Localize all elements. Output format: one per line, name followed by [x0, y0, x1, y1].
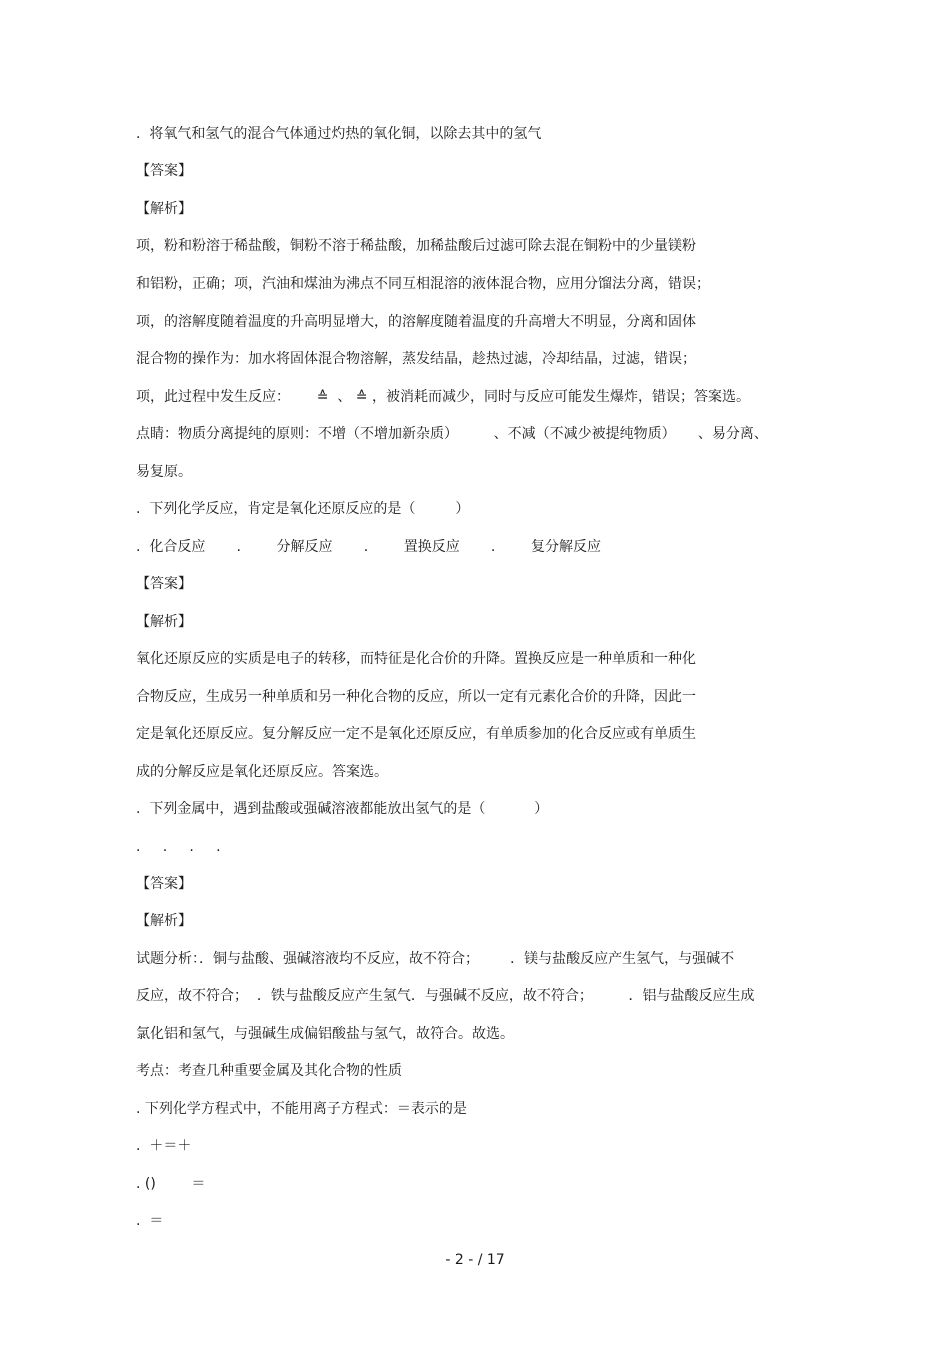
option-line: . ＝: [136, 1213, 164, 1229]
text-line: 项，的溶解度随着温度的升高明显增大，的溶解度随着温度的升高增大不明显，分离和固体: [136, 314, 696, 330]
text-line: 合物反应，生成另一种单质和另一种化合物的反应，所以一定有元素化合价的升降，因此一: [136, 689, 696, 705]
text-line: 和铝粉，正确；项，汽油和煤油为沸点不同互相混溶的液体混合物，应用分馏法分离，错误；: [136, 276, 710, 292]
answer-heading: 【答案】: [136, 576, 192, 592]
text-line: 反应，故不符合； ．铁与盐酸反应产生氢气．与强碱不反应，故不符合； ．铝与盐酸反应生成: [136, 988, 755, 1004]
text-line: 氯化铝和氢气，与强碱生成偏铝酸盐与氢气，故符合。故选。: [136, 1026, 514, 1042]
options-line: . . . .: [136, 839, 221, 855]
text-line: 试题分析：．铜与盐酸、强碱溶液均不反应，故不符合； ．镁与盐酸反应产生氢气，与强碱不: [136, 951, 735, 967]
answer-heading: 【答案】: [136, 876, 192, 892]
question-line: . 下列化学方程式中，不能用离子方程式：＝表示的是: [136, 1101, 467, 1117]
answer-heading: 【答案】: [136, 163, 192, 179]
text-line: 项，此过程中发生反应： ≙ 、 ≙ ，被消耗而减少，同时与反应可能发生爆炸，错误；答案选。: [136, 389, 750, 405]
question-line: . 下列化学反应，肯定是氧化还原反应的是（ ）: [136, 501, 470, 517]
question-line: . 下列金属中，遇到盐酸或强碱溶液都能放出氢气的是（ ）: [136, 801, 549, 817]
text-line: . 将氧气和氢气的混合气体通过灼热的氧化铜，以除去其中的氢气: [136, 126, 542, 142]
text-line: 考点：考查几种重要金属及其化合物的性质: [136, 1063, 402, 1079]
text-line: 项，粉和粉溶于稀盐酸，铜粉不溶于稀盐酸，加稀盐酸后过滤可除去混在铜粉中的少量镁粉: [136, 238, 696, 254]
text-line: 定是氧化还原反应。复分解反应一定不是氧化还原反应，有单质参加的化合反应或有单质生: [136, 726, 696, 742]
analysis-heading: 【解析】: [136, 913, 192, 929]
analysis-heading: 【解析】: [136, 201, 192, 217]
page-number: - 2 - / 17: [445, 1252, 505, 1268]
text-line: 氧化还原反应的实质是电子的转移，而特征是化合价的升降。置换反应是一种单质和一种化: [136, 651, 696, 667]
text-line: 成的分解反应是氧化还原反应。答案选。: [136, 764, 388, 780]
option-line: . ＋＝＋: [136, 1138, 192, 1154]
text-line: 易复原。: [136, 464, 192, 480]
text-line: 点睛：物质分离提纯的原则：不增（不增加新杂质） 、不减（不减少被提纯物质） 、易分离、: [136, 426, 768, 442]
option-line: . () ＝: [136, 1176, 206, 1192]
text-line: 混合物的操作为：加水将固体混合物溶解，蒸发结晶，趁热过滤，冷却结晶，过滤，错误；: [136, 351, 696, 367]
analysis-heading: 【解析】: [136, 614, 192, 630]
options-line: . 化合反应 . 分解反应 . 置换反应 . 复分解反应: [136, 539, 601, 555]
